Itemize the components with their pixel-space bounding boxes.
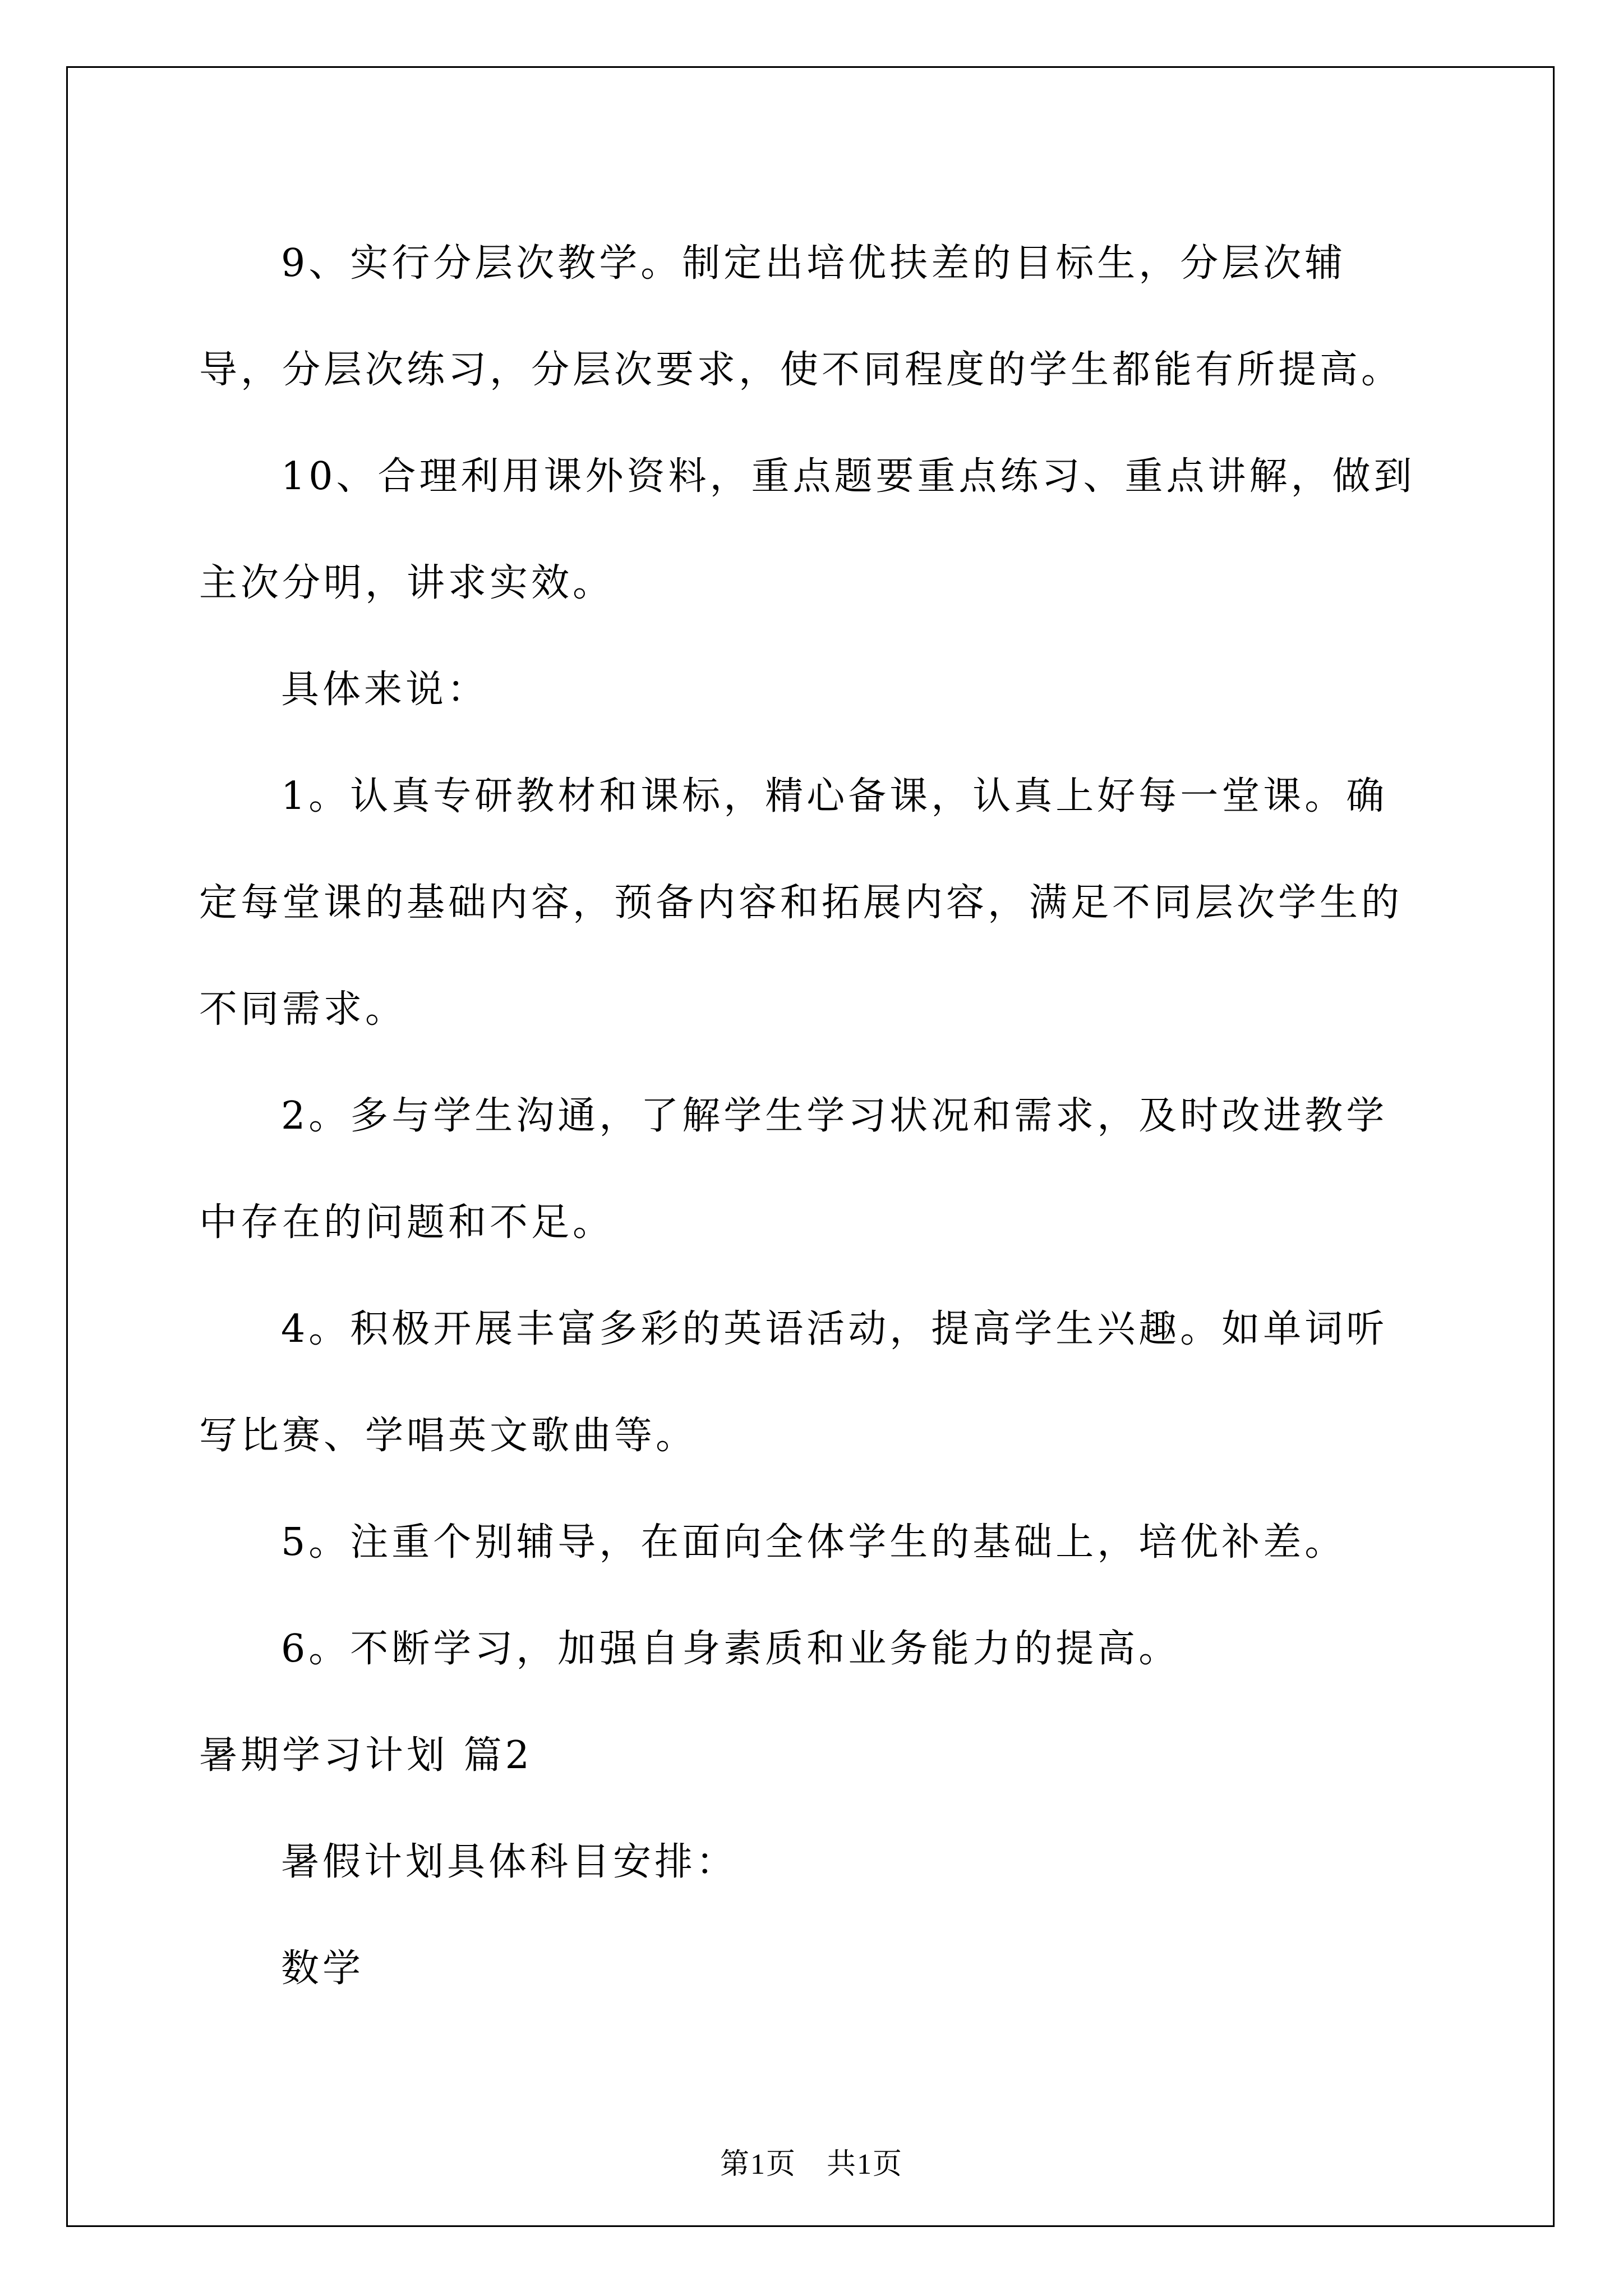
page-footer: 第1页 共1页 bbox=[720, 2148, 903, 2180]
document-body bbox=[199, 210, 1422, 2022]
paragraph-point-1: 1。认真专研教材和课标，精心备课，认真上好每一堂课。确定每堂课的基础内容，预备内容和拓展内容，满足不同层次学生的不同需求。 bbox=[199, 774, 1403, 1032]
paragraph-subject-math: 数学 bbox=[281, 1947, 365, 1991]
paragraph-item-9: 9、实行分层次教学。制定出培优扶差的目标生，分层次辅导，分层次练习，分层次要求，使不同程度的学生都能有所提高。 bbox=[199, 241, 1403, 392]
paragraph-item-10: 10、合理利用课外资料，重点题要重点练习、重点讲解，做到主次分明，讲求实效。 bbox=[199, 454, 1415, 605]
paragraph-subject-arrangement: 暑假计划具体科目安排： bbox=[281, 1840, 738, 1884]
paragraph-point-6: 6。不断学习，加强自身素质和业务能力的提高。 bbox=[281, 1627, 1181, 1671]
section-heading: 暑期学习计划 篇2 bbox=[199, 1733, 533, 1778]
paragraph-point-4: 4。积极开展丰富多彩的英语活动，提高学生兴趣。如单词听写比赛、学唱英文歌曲等。 bbox=[199, 1307, 1388, 1458]
paragraph-point-5: 5。注重个别辅导，在面向全体学生的基础上，培优补差。 bbox=[281, 1520, 1347, 1565]
paragraph-point-2: 2。多与学生沟通，了解学生学习状况和需求，及时改进教学中存在的问题和不足。 bbox=[199, 1094, 1388, 1245]
paragraph-summary-intro: 具体来说： bbox=[281, 668, 489, 712]
